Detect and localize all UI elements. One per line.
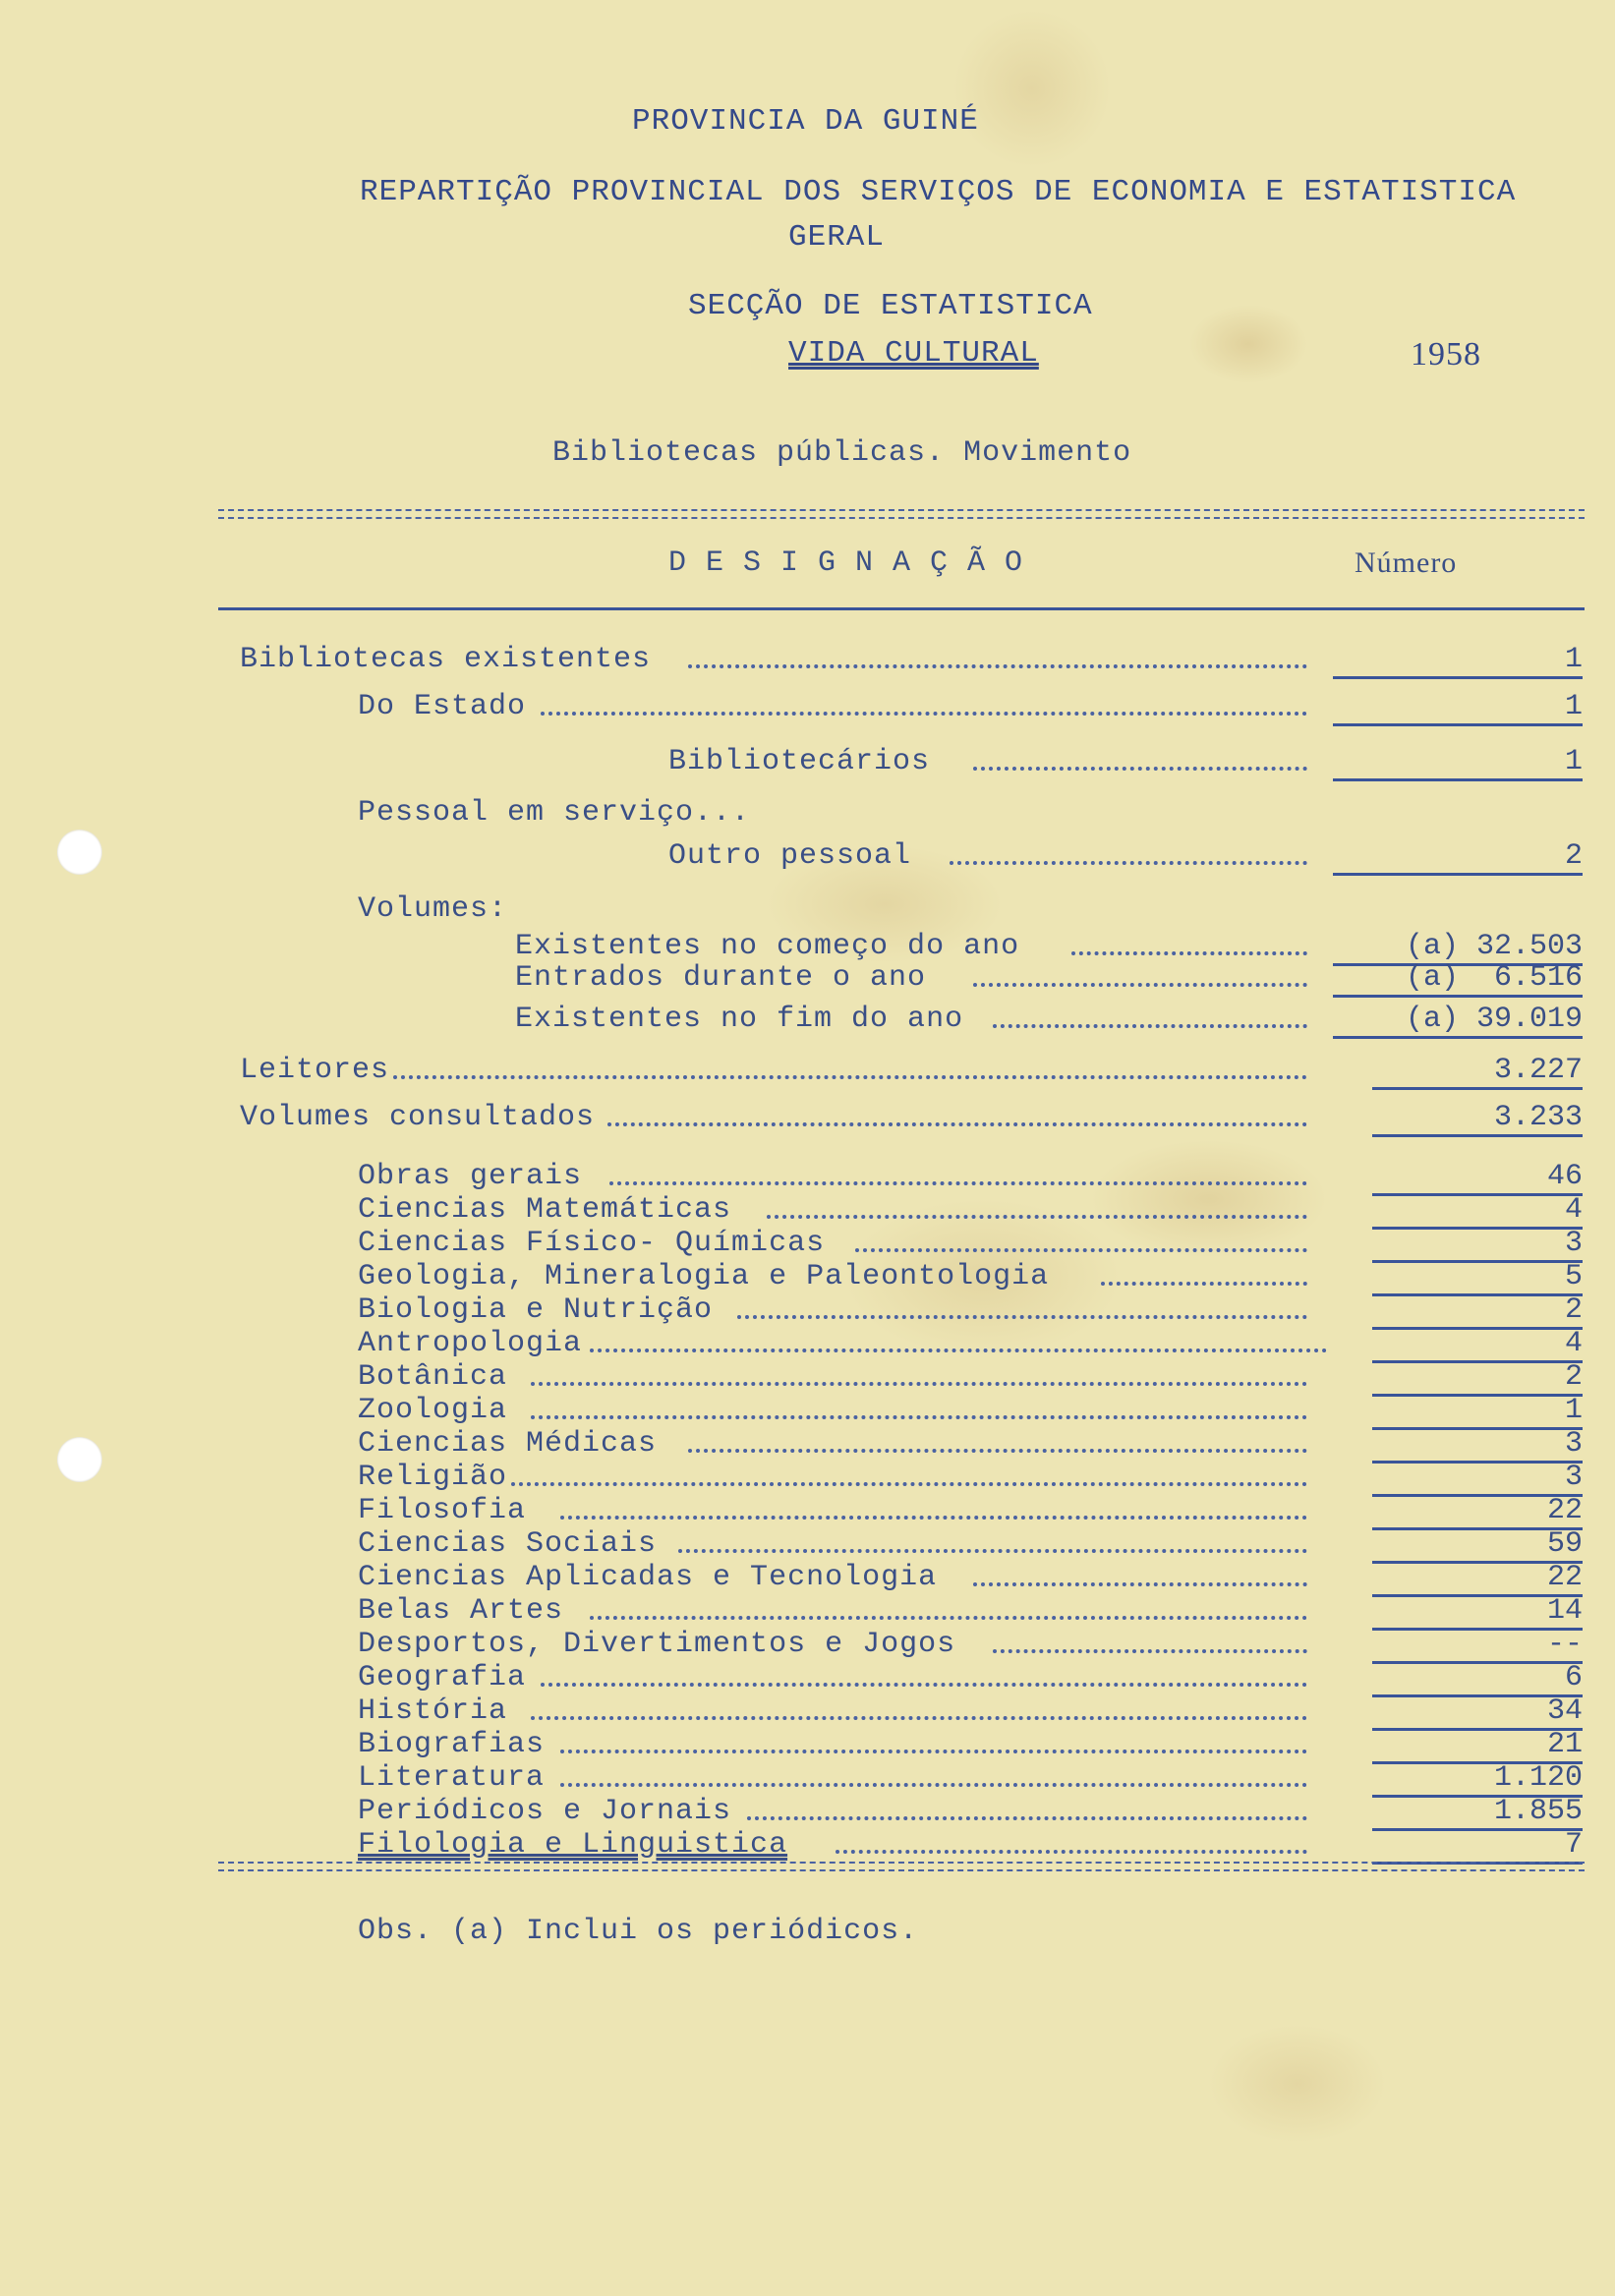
year: 1958 — [1411, 336, 1481, 373]
row-label: Antropologia — [358, 1327, 583, 1360]
row-value: 6 — [1372, 1663, 1583, 1697]
row-label: Geografia — [358, 1661, 527, 1694]
punch-hole — [57, 830, 102, 875]
row-label: Filologia e Linguistica — [358, 1828, 788, 1862]
leader-dots — [973, 983, 1307, 987]
row-label: Existentes no fim do ano — [515, 1003, 964, 1036]
row-label: Zoologia — [358, 1394, 508, 1427]
row-label: Do Estado — [358, 690, 527, 723]
leader-dots — [688, 664, 1307, 668]
row-label: Ciencias Matemáticas — [358, 1193, 732, 1227]
row-label: Ciencias Médicas — [358, 1427, 658, 1461]
row-label: Biografias — [358, 1728, 546, 1761]
leader-dots — [993, 1649, 1307, 1653]
row-value: 14 — [1372, 1596, 1583, 1631]
leader-dots — [560, 1516, 1307, 1520]
row-label: Literatura — [358, 1761, 546, 1795]
leader-dots — [973, 1582, 1307, 1586]
row-value: -- — [1372, 1630, 1583, 1664]
department-title-cont: GERAL — [788, 220, 886, 255]
row-label: Obras gerais — [358, 1160, 583, 1193]
leader-dots — [531, 1716, 1307, 1720]
row-value: (a) 6.516 — [1333, 963, 1583, 998]
row-value: 2 — [1372, 1295, 1583, 1330]
row-value: 3.233 — [1372, 1103, 1583, 1137]
leader-dots — [688, 1449, 1307, 1453]
vida-cultural-heading: VIDA CULTURAL — [788, 336, 1039, 371]
row-label: Periódicos e Jornais — [358, 1795, 732, 1828]
row-label: Bibliotecários — [668, 745, 931, 778]
leader-dots — [541, 712, 1307, 716]
row-value: 4 — [1372, 1329, 1583, 1363]
row-value: 1.120 — [1372, 1763, 1583, 1798]
leader-dots — [836, 1850, 1307, 1854]
leader-dots — [950, 861, 1307, 865]
row-label: Volumes: — [358, 892, 508, 926]
row-label: Bibliotecas existentes — [240, 643, 652, 676]
row-label: Volumes consultados — [240, 1101, 596, 1134]
section-title: SECÇÃO DE ESTATISTICA — [688, 289, 1093, 323]
leader-dots — [609, 1181, 1307, 1185]
leader-dots — [1071, 951, 1307, 955]
row-value: 3.227 — [1372, 1056, 1583, 1090]
leader-dots — [560, 1783, 1307, 1787]
row-value: 59 — [1372, 1529, 1583, 1564]
table-header-rule — [218, 607, 1585, 610]
row-value: 7 — [1372, 1830, 1583, 1865]
leader-dots — [531, 1415, 1307, 1419]
row-label: Pessoal em serviço... — [358, 796, 751, 830]
row-value: 3 — [1372, 1463, 1583, 1497]
leader-dots — [393, 1075, 1307, 1079]
row-value: 4 — [1372, 1195, 1583, 1230]
row-label: Desportos, Divertimentos e Jogos — [358, 1628, 956, 1661]
row-value: 22 — [1372, 1563, 1583, 1597]
leader-dots — [855, 1248, 1307, 1252]
punch-hole — [57, 1437, 102, 1482]
row-label: Leitores — [240, 1054, 390, 1087]
row-label: Belas Artes — [358, 1594, 564, 1628]
footnote: Obs. (a) Inclui os periódicos. — [358, 1915, 919, 1948]
row-label: Filosofia — [358, 1494, 527, 1527]
department-title: REPARTIÇÃO PROVINCIAL DOS SERVIÇOS DE ECONOMIA E ESTATISTICA — [360, 175, 1517, 209]
leader-dots — [590, 1349, 1327, 1352]
row-label: Ciencias Sociais — [358, 1527, 658, 1561]
leader-dots — [590, 1616, 1307, 1620]
table-subtitle: Bibliotecas públicas. Movimento — [552, 436, 1132, 470]
table-bottom-rule — [218, 1862, 1585, 1871]
leader-dots — [607, 1122, 1307, 1126]
row-label: Biologia e Nutrição — [358, 1293, 714, 1327]
row-value: 21 — [1372, 1730, 1583, 1764]
row-value: 2 — [1333, 841, 1583, 876]
leader-dots — [993, 1024, 1307, 1028]
leader-dots — [973, 767, 1307, 771]
row-value: (a) 32.503 — [1333, 932, 1583, 966]
row-label: Religião — [358, 1461, 508, 1494]
row-label: Ciencias Físico- Químicas — [358, 1227, 826, 1260]
leader-dots — [560, 1750, 1307, 1753]
row-value: 5 — [1372, 1262, 1583, 1296]
row-value: 22 — [1372, 1496, 1583, 1530]
leader-dots — [531, 1382, 1307, 1386]
table-top-rule — [218, 509, 1585, 519]
row-value: 46 — [1372, 1162, 1583, 1196]
row-value: 3 — [1372, 1229, 1583, 1263]
row-value: 1 — [1333, 645, 1583, 679]
row-value: 1 — [1372, 1396, 1583, 1430]
column-header-designation: D E S I G N A Ç Ã O — [668, 546, 1024, 580]
leader-dots — [767, 1215, 1307, 1219]
column-header-number: Número — [1355, 546, 1458, 579]
row-value: (a) 39.019 — [1333, 1004, 1583, 1039]
row-label: Entrados durante o ano — [515, 961, 927, 995]
row-value: 3 — [1372, 1429, 1583, 1464]
leader-dots — [1101, 1282, 1307, 1286]
row-value: 34 — [1372, 1696, 1583, 1731]
province-title: PROVINCIA DA GUINÉ — [632, 104, 979, 139]
row-value: 1.855 — [1372, 1797, 1583, 1831]
row-label: Ciencias Aplicadas e Tecnologia — [358, 1561, 938, 1594]
row-label: Geologia, Mineralogia e Paleontologia — [358, 1260, 1050, 1293]
row-value: 1 — [1333, 747, 1583, 781]
row-label: Existentes no começo do ano — [515, 930, 1020, 963]
leader-dots — [541, 1683, 1307, 1687]
leader-dots — [737, 1315, 1307, 1319]
leader-dots — [511, 1482, 1307, 1486]
leader-dots — [678, 1549, 1307, 1553]
row-value: 1 — [1333, 692, 1583, 726]
row-value: 2 — [1372, 1362, 1583, 1397]
leader-dots — [747, 1816, 1307, 1820]
row-label: Outro pessoal — [668, 839, 912, 873]
row-label: Botânica — [358, 1360, 508, 1394]
row-label: História — [358, 1694, 508, 1728]
